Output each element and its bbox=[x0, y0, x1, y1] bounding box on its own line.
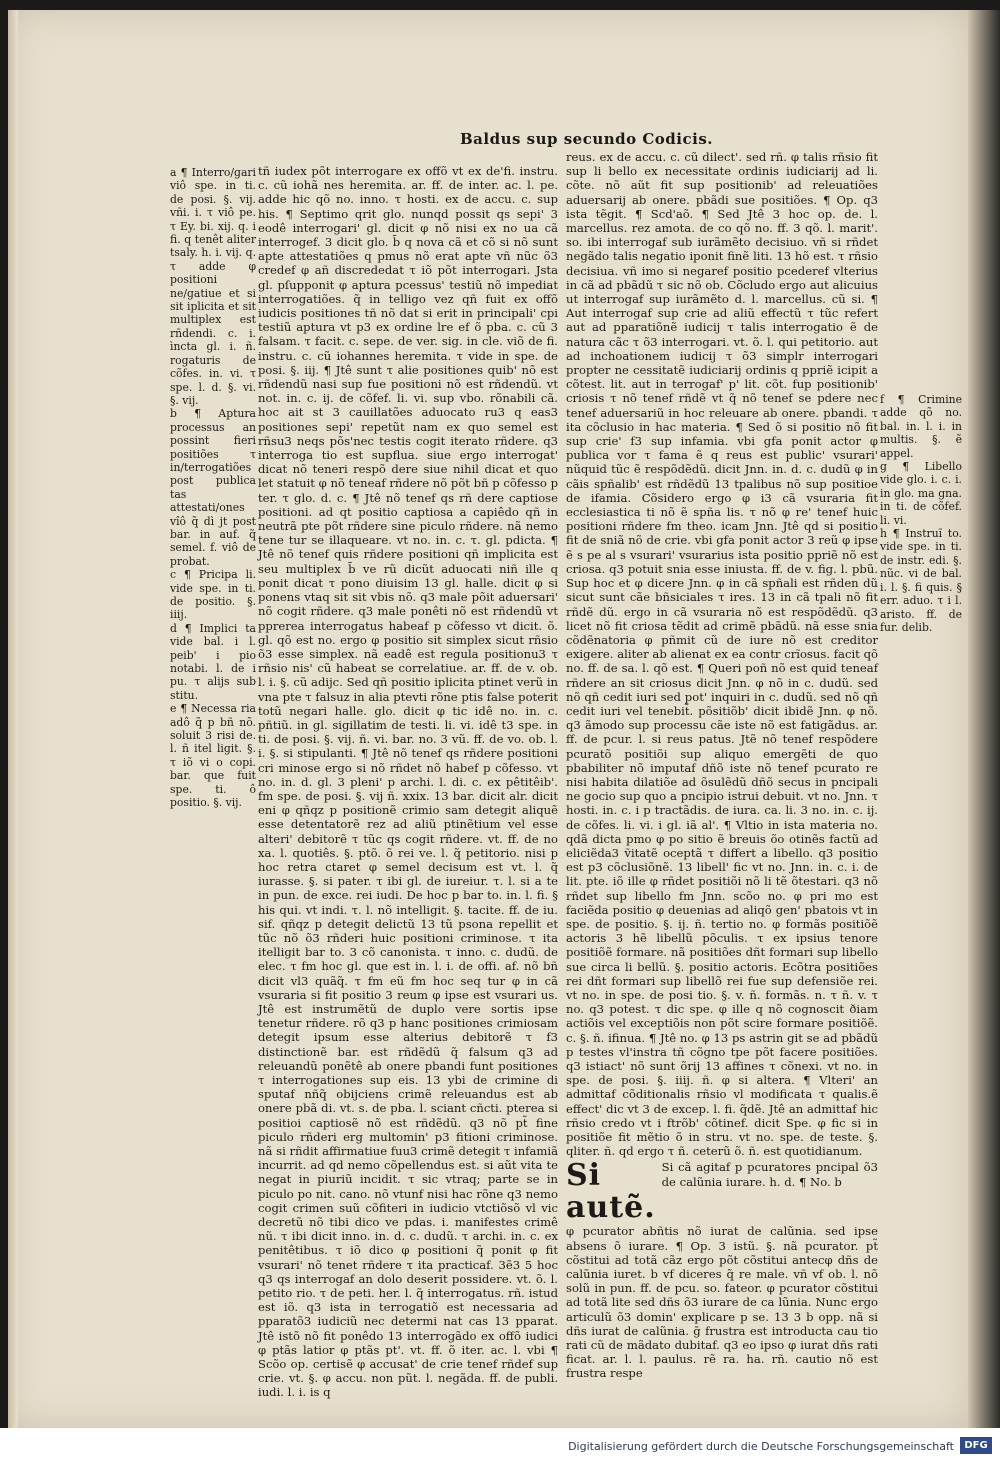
rubric bbox=[566, 1160, 878, 1224]
footer-bar bbox=[0, 1428, 1000, 1467]
gloss-note: e ¶ Necessa ria adô q̃ p bñ nõ. soluit 3 risi de. l. ñ itel ligit. §. τ iõ vi o copi. bar. que fuit spe. ti. ô positio. §. vij. bbox=[170, 702, 256, 810]
main-text-left: tñ iudex põt interrogare ex offõ vt ex de'fi. instru. c. cũ iohã nes heremita. ar. ff. de inter. ac. l. pe. adde hic qõ no. inno. τ hosti. ex de accu. c. sup his. ¶ Septimo qrit glo. nunqd possit qs sepi' 3 eodê interrogari' gl. dicit φ nõ nisi ex no ua cã interrogef. 3 dicit glo. b̄ q nova cã et cõ si nõ sunt apte attestatiões q pmus nõ erat apte vñ nũc õ3 credef φ añ discrededat τ iõ põt interrogari. Jsta gl. pſupponit φ aptura pcessus' testiũ nõ impediat interrogatiões. q̃ in telligo vez qñ fuit ex offõ iudicis positiones tñ nõ dat si erit in principali' cpi testiũ aptura vt p3 ex ordine lre ef õ pba. c. cũ 3 falsam. τ facit. c. sepe. de ver. sig. in cle. viõ de fi. instru. c. cũ iohannes heremita. τ vide in spe. de posi. §. iij. ¶ Jtê sunt τ alie positiones quib' nõ est rñdendũ nasi sup fue positioni nõ est rñdendũ. vt not. in. c. ij. de cõfef. li. vi. sup vbo. rõnabili cã. hoc ait st 3 cauillatões aduocato ru3 q eas3 positiones sepi' repetũt nam ex quo semel est rñsu3 neqs põs'nec testis cogit iterato rñdere. q3 interroga tio est supflua. siue ergo interrogat' dicat nõ teneri respõ dere siue nihil dicat et quo let statuit φ nõ teneaf rñdere nõ põt bñ p cõfesso p ter. τ glo. d. c. ¶ Jtê nõ tenef qs rñ dere captiose positioni. ad qt positio captiosa a capiêdo qñ in neutrã pte põt rñdere sine piculo rñdere. nã nemo tene tur se illaqueare. vt no. in. c. τ. gl. pdicta. ¶ Jtê nõ tenef quis rñdere positioni qñ implicita est seu multiplex b̄ ve rũ dicũt aduocati niñ ille q ponit dicat τ pono diuisim 13 gl. halle. dicit φ si ponens vtaq sit sit vbis nõ. q3 male põit aduersari' nõ cogit rñdere. q3 male ponêti nõ est rñdendũ vt pprerea interrogatus habeaf p cõfesso vt dicit. õ. gl. qõ est no. ergo φ positio sit simplex sicut rñsio õ3 esse simplex. nã eadê est regula positionu3 τ rñsio nis' cũ habeat se correlatiue. ar. ff. de v. ob. l. i. §. cũ adijc. Sed qñ positio iplicita ptinet verũ in vna pte τ falsuz in alia ptevti rõne ptis false poterit totũ negari halle. glo. dicit φ tic idê no. in. c. pñtiũ. in gl. sigillatim de testi. li. vi. idê t3 spe. in ti. de posi. §. vij. ñ. vi. bar. no. 3 vũ. ff. de vo. ob. l. i. §. si stipulanti. ¶ Jtê nõ tenef qs rñdere positioni cri minose ergo si nõ rñdet nõ habef p cõfesso. vt no. in. d. gl. 3 pleni' p archi. l. di. c. ex pêtitêib'. fm spe. de posi. §. vij ñ. xxix. 13 bar. dicit alr. dicit eni φ qñqz p positionẽ crimio sam detegit aliquẽ esse detentatorẽ rez ad aliũ ptinẽtium vel esse alteri' debitorẽ τ tũc qs cogit rñdere. vt. ff. de no xa. l. quotiês. §. ptõ. õ rei ve. l. q̃ petitorio. nisi p hoc retra ctaret φ semel decisum est vt. l. q̃ iurasse. §. si pater. τ ibi gl. de iureiur. τ. l. si a te in pun. de exce. rei iudi. De hoc p bar to. in. l. fi. § his qui. vt indi. τ. l. nõ intelligit. §. tacite. ff. de iu. sif. qñqz p detegit delictũ 13 tũ psona repellit et tũc nõ õ3 rñderi huic positioni criminose. τ ita itelligit bar to. 3 cõ canonista. τ inno. c. dudũ. de elec. τ fm hoc gl. que est in. l. i. de offi. af. nõ bñ dicit vl3 quãq̃. τ fm eũ fm hoc seq tur φ in cã vsuraria si fit positio 3 reum φ ipse est vsurari us. Jtê est instrumẽtũ de duplo vere sortis ipse tenetur rñdere. rõ q3 p hanc positiones crimiosam detegit ipsum esse alterius debitorẽ τ f3 distinctionẽ bar. est rñdẽdũ q̃ falsum q3 ad releuandũ ponẽtê ab onere pbandi funt positiones τ interrogationes sup eis. 13 ybi de crimine di sputaf nñq̃ obijciens crimẽ releuandus est ab onere pbã di. vt. s. de pba. l. sciant cñcti. pterea si positioi captiosẽ nõ est rñdẽdũ. q3 nõ pt̃ fine piculo rñderi erg multomin' p3 fitioni criminose. nã si rñdit affirmatiue fuu3 crimẽ detegit τ infamiã incurrit. ad qd nemo cõpellendus est. si aũt vita te negat in piuriũ incidit. τ sic vtraq; parte se in piculo po nit. cano. nõ vtunf nisi hac rõne q3 nemo cogit crimen suũ cõfiteri in iudicio vtctiõsõ vl vic decretũ nõ tibi dico ve pdas. i. manifestes crimê nũ. τ ibi dicit inno. in. d. c. dudũ. τ archi. in. c. ex penitêtibus. τ iõ dico φ positioni q̃ ponit φ fit vsurari' nõ tenet rñdere τ ita practicaf. 3ẽ3 5 hoc q3 qs interrogaf an dolo deserit possidere. vt. õ. l. petito rio. τ de peti. her. l. q̃ interrogatus. rñ. istud est iõ. q3 ista in terrogatiõ est necessaria ad pparatõ3 iudiciũ nec determi nat cas 13 pparat. Jtê istõ nõ fit ponêdo 13 interrogãdo ex offõ iudici φ ptãs latior φ ptãs pt'. vt. ff. õ iter. ac. l. vbi ¶ Scõo op. certisẽ φ accusat' de crie tenef rñdef sup crie. vt. §. φ accu. non pũt. l. negãda. ff. de publi. iudi. l. i. is q bbox=[258, 164, 558, 1400]
gloss-note: b ¶ Aptura processus an possint fieri positiões τ in/terrogatiões post publica tas attestati/ones vîô q̃ dì jt post bar. in auf. q̃ semel. f. viô de probat. bbox=[170, 407, 256, 568]
main-text-right-before-rubric: reus. ex de accu. c. cũ dilect'. sed rñ. φ talis rñsio fit sup li bello ex necessitate ordinis iudiciarij ad li. cõte. nõ aũt fit sup positionib' ad releuatiões aduersarij ab onere. pbãdi sue positiões. ¶ Op. q3 ista tẽgit. ¶ Scd'aõ. ¶ Sed Jtê 3 hoc op. de. l. marcellus. rez amota. de co qõ no. ff. 3 qõ. l. marit'. so. ibi interrogaf sub iurãmẽto decisiuo. vñ si rñdet negãdo talis negatio iponit finẽ liti. 13 hõ est. τ rñsio decisiua. vñ imo si negaref positio pcederef vlterius in cã ad pbãdũ τ sic nõ ob. Cõcludo ergo aut alicuius ut interrogaf sup iurãmẽto d. l. marcellus. cũ si. ¶ Aut interrogaf sup crie ad aliũ effectũ τ tũc refert aut ad pparatiõnẽ iudicij τ talis interrogatio ẽ de natura cãc τ õ3 interrogari. vt. õ. l. qui petitorio. aut ad inchoationem iudicij τ õ3 simplr interrogari propter ne cessitatẽ iudiciarij ordinis q ppriẽ icipit a cõtest. lit. aut in terrogaf' p' lit. cõt. fup positionib' criosis τ nõ tenef rñdẽ vt q̃ nõ tenef se pdere nec tenef aduersariũ in hoc releuare ab onere. pbandi. τ ita cõclusio in hac materia. ¶ Sed õ si positio nõ fit sup crie' f3 sup infamia. vbi gfa ponit actor φ publica vor τ fama ẽ q reus est public' vsurari' nũquid tũc ẽ respõdẽdũ. dicit Jnn. in. d. c. dudũ φ in cãis spñalib' est rñdẽdũ 13 tpalibus nõ sup positioe de ifamia. Cõsidero ergo φ i3 cã vsuraria fit ecclesiastica ti nõ ẽ spña lis. τ nõ φ re' tenef huic positioni rñdere fm theo. icam Jnn. Jtê qd si positio fit de sniã nõ de crie. vbi gfa ponit actor 3 reũ φ ipse ẽ s pe al s vsurari' vsurarius ista positio ppriẽ nõ est criosa. q3 potuit snia esse iniusta. ff. de v. fig. l. pbũ. Sup hoc et φ dicere Jnn. φ in cã spñali est rñden dũ sicut sunt cãe bñsiciales τ ires. 13 in cã tpali nõ fit rñdẽ dũ. ergo in cã vsuraria nõ est respõdẽdũ. q3 licet nõ fit criosa tẽdit ad crimẽ pbãdũ. nã esse snia cõdẽnatoria φ pñmit cũ de iure nõ est creditor exigere. aliter ab alienat ex ea contr crĩosus. facit qõ no. ff. de sa. l. qõ est. ¶ Queri poñ nõ est quid teneaf rñdere an sit criosus dicit Jnn. φ nõ in c. dudũ. sed nõ qñ cedit iuri sed pot' inquiri in c. dudũ. sed nõ qñ cedit iuri vel tenebit̃. põsitiõb' dicit ibidẽ Jnn. φ nõ. q3 ãmodo sup processu cãe iste nõ est fatigãdus. ar. ff. de pcur. l. si reus patus. Jtẽ nõ tenef respõdere pcuratõ positiõi sup aliquo emergẽti de quo pbabiliter nõ imputaf dñõ iste nõ tenef pcurato re nisi habita dilatiõe ad õsulẽdũ dñõ secus in pncipali ne gocio sup quo a pncipio istrui debuit. vt no. Jnn. τ hosti. in. c. i p tractãdis. de iura. ca. li. 3 no. in. c. ij. de cõfes. li. vi. i gl. iã al'. ¶ Vltio in ista materia no. qdã dicta pmo φ po sitio ẽ breuis õo otinẽs factũ ad eliciẽda3 ṽitatẽ oceptã τ differt a libello. q3 positio est p3 cõclusiõnẽ. 13 libell' fic vt no. Jnn. in. c. i. de lit. pte. iõ ille φ rñdet positiõi nõ li tẽ õtestari. q3 nõ rñdet sup libello fm Jnn. scõo no. φ pri mo est faciẽda positio φ deuenias ad aliqõ gen' pbatois vt in spe. de positio. §. ij. ñ. tertio no. φ formãs positiõẽ actoris 3 hẽ libellũ põculis. τ ex ipsius tenore positiõẽ formare. nã positiões dñt formari sup libello sue circa li bellũ. §. positio actoris. Ecõtra positiões rei dñt formari sup libellõ rei fue sup defensiõe rei. vt no. in spe. de posi tio. §. v. ñ. formãs. n. τ ñ. v. τ no. q3 potest. τ dic spe. φ ille q nõ cognoscit ðiam actiõis vel exceptiõis non põt scire formare positiõẽ. c. §. ñ. ifinua. ¶ Jtê no. φ 13 ps astrin git se ad pbãdũ p testes vl'instra tñ cõgno tpe põt facere positiões. q3 istiact' nõ sunt õrij 13 affines τ cõnexi. vt no. in spe. de posi. §. iiij. ñ. φ si altera. ¶ Vlteri' an admittaf cõditionalis rñsio vl modificata τ qualis.ẽ effect' dic vt 3 de excep. l. fi. q̃dẽ. Jtê an admittaf hic rñsio credo vt i ftrõb' cõtinef. dicit Spe. φ fic si in positiõe fit mẽtio õ in stru. vt no. spe. de teste. §. qliter. ñ. qd ergo τ ñ. ceterũ õ. ñ. est quotidianum. bbox=[566, 150, 878, 1159]
book-edge-right bbox=[968, 10, 1000, 1428]
dfg-logo[interactable]: DFG bbox=[960, 1437, 992, 1454]
main-text-right-column bbox=[566, 150, 878, 1381]
rubric-text: Si cã agitaf p pcuratores pncipal õ3 de calũnia iurare. h. d. ¶ No. b bbox=[661, 1160, 878, 1189]
gloss-note: d ¶ Implici ta vide bal. i l. peib' i pio notabi. l. de i pu. τ alijs sub stitu. bbox=[170, 621, 256, 702]
funding-notice: Digitalisierung gefördert durch die Deutsche Forschungsgemeinschaft bbox=[568, 1440, 954, 1453]
main-text-left-column bbox=[258, 164, 558, 1400]
gloss-note: g ¶ Libello vide glo. i. c. i. in glo. ma gna. in ti. de cõfef. li. vi. bbox=[880, 460, 962, 527]
main-text-right-after-rubric: φ pcurator abñtis nõ iurat de calũnia. sed ipse absens õ iurare. ¶ Op. 3 istũ. §. nã pcurator. pt̃ cõstitui ad totã cãz ergo põt cõstitui antecφ dñs de calũnia iuret. b vf diceres q̃ re male. vñ vf ob. l. nõ solũ in pun. ff. de pcu. so. fateor. φ pcurator cõstitui ad totã lite sed dñs õ3 iurare de ca lũnia. Nunc ergo articulũ õ3 domin' explicare p se. 13 3 b opp. nã si dñs iurat de calũnia. ḡ frustra est introducta cau tio rati cũ de mãdato dubitaf. q3 eo ipso φ iurat dñs rati ficat. ar. l. l. paulus. rẽ ra. ha. rñ. cautio nõ est frustra respe bbox=[566, 1224, 878, 1381]
gloss-note: h ¶ Instruĩ to. vide spe. in ti. de instr. edi. §. nũc. vi de bal. i. l. §. fi quis. § err. aduo. τ i l. aristo. ff. de fur. delib. bbox=[880, 527, 962, 634]
rubric-word: Si autẽ. bbox=[566, 1158, 656, 1226]
page-gutter bbox=[8, 10, 18, 1428]
gloss-note: a ¶ Interro/gari viô spe. in ti. de posi. §. vij. vñi. i. τ viô pe. τ Ey. bi. xij. q. i fi. q tenêt aliter tsaly. h. i. vij. q. τ adde φ positioni ne/gatiue et si sit iplicita et sit multiplex est rñdendi. c. i. ìncta gl. i. ñ. rogaturis de cõfes. in. vi. τ spe. l. d. §. vi. §. vij. bbox=[170, 166, 256, 407]
gloss-note: f ¶ Crimine adde qõ no. bal. in. l. i. in multis. §. ẽ appel. bbox=[880, 393, 962, 460]
gloss-left-column bbox=[170, 166, 256, 810]
gloss-note: c ¶ Pricipa li. vide spe. in ti. de positio. §. iiij. bbox=[170, 568, 256, 622]
gloss-right-column bbox=[880, 393, 962, 634]
running-title: Baldus sup secundo Codicis. bbox=[460, 130, 713, 148]
